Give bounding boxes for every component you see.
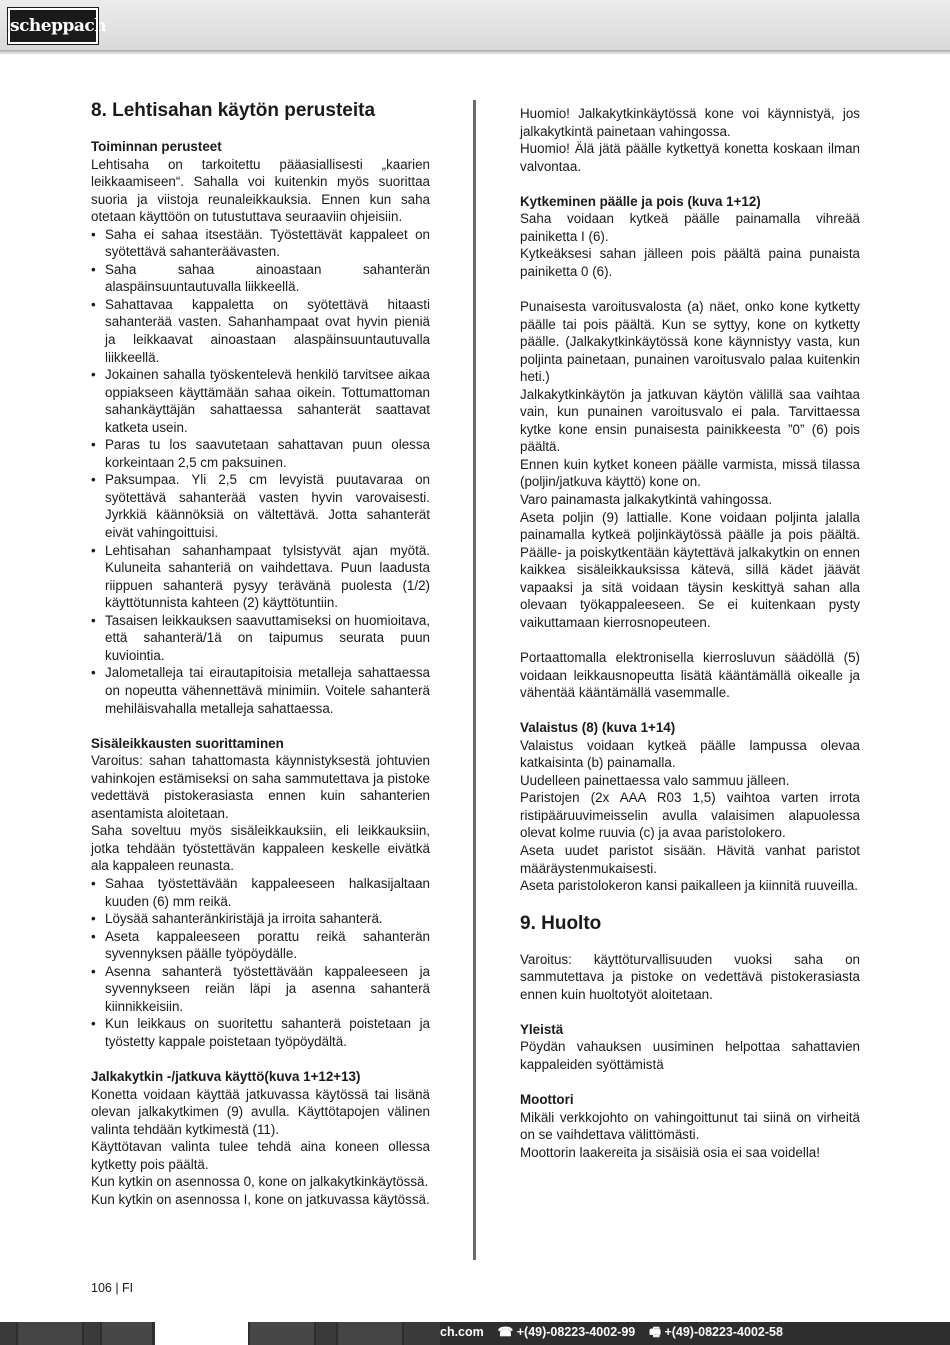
- list-item: • Lehtisahan sahanhampaat tylsistyvät ajan myötä. Kuluneita sahanteriä on vaihdettava. Puun laadusta riippuen sahanterä pysyy terävänä puolesta (1/2) käyttötunnista kahteen (2) käyttötuntiin.: [91, 542, 430, 611]
- list-item: • Jalometalleja tai eirautapitoisia metalleja sahattaessa on nopeutta vähennettävä minimiin. Voitele sahanterä mehiläisvahalla metalleja sahattaessa.: [91, 665, 430, 716]
- list-item: • Saha ei sahaa itsestään. Työstettävät kappaleet on syötettävä sahanteräävasten.: [91, 226, 430, 260]
- footer-contact: [440, 1322, 783, 1345]
- paragraph: Kun kytkin on asennossa I, kone on jatkuvassa käytössä.: [91, 1191, 430, 1207]
- list-item: • Asenna sahanterä työstettävään kappaleeseen ja syvennykseen reiän läpi ja asenna sahanterä kiinnikkeisiin.: [91, 963, 430, 1014]
- list-item: • Paksumpaa. Yli 2,5 cm levyistä puutavaraa on syötettävä sahanterää vasten hyvin varovaisesti. Jyrkkiä käännöksiä on vältettävä. Jotta sahanterät eivät vahingoittuisi.: [91, 472, 430, 541]
- right-column: [520, 105, 860, 1161]
- paragraph: Pöydän vahauksen uusiminen helpottaa sahattavien kappaleiden syöttämistä: [520, 1039, 860, 1072]
- paragraph: Konetta voidaan käyttää jatkuvassa käytössä tai lisänä olevan jalkakytkimen (9) avulla. Käyttötapojen välinen valinta tehdään kytkimestä (11).: [91, 1086, 430, 1137]
- paragraph: Varoitus: käyttöturvallisuuden vuoksi saha on sammutettava ja pistoke on vedettävä pistokerasiasta ennen kuin huoltotyöt aloitetaan.: [520, 951, 860, 1002]
- header-shadow: [0, 50, 950, 55]
- paragraph: Punaisesta varoitusvalosta (a) näet, onko kone kytketty päälle tai pois päältä. Kun se syttyy, kone on kytketty päälle. (Jalkakytkinkäytössä kone käynnistyy vasta, kun poljinta painetaan, punainen varoitusvalo palaa kuitenkin heti.): [520, 299, 860, 385]
- heading-moottori: Moottori: [520, 1091, 574, 1107]
- paragraph: Ennen kuin kytket koneen päälle varmista, missä tilassa (poljin/jatkuva käyttö) kone on.: [520, 456, 860, 490]
- phone-number: +(49)-08223-4002-99: [516, 1325, 636, 1339]
- paragraph: Kun kytkin on asennossa 0, kone on jalkakytkinkäytössä.: [91, 1174, 429, 1190]
- page-header: [0, 0, 950, 50]
- fax-icon: 🖷: [649, 1325, 661, 1339]
- bullet-list-internal-cuts: [91, 875, 430, 1050]
- heading-toiminnan-perusteet: Toiminnan perusteet: [91, 139, 222, 154]
- paragraph: Huomio! Jalkakytkinkäytössä kone voi käynnistyä, jos jalkakytkintä painetaan vahingossa.: [520, 106, 860, 139]
- brand-logo: scheppach: [8, 8, 98, 44]
- website-text: ch.com: [440, 1325, 484, 1339]
- heading-valaistus: Valaistus (8) (kuva 1+14): [520, 720, 676, 736]
- page-number: 106 | FI: [91, 1281, 134, 1295]
- paragraph: Varoitus: sahan tahattomasta käynnistyksestä johtuvien vahinkojen estämiseksi on saha sammutettava ja pistoke vedettävä pistokerasiasta ennen kuin sahanterien asentamista aloitetaan.: [91, 753, 430, 821]
- bullet-list-basics: [91, 226, 430, 717]
- list-item: • Tasaisen leikkauksen saavuttamiseksi on huomioitava, että sahanterä/1ä on taipumus seurata puun kuviointia.: [91, 612, 430, 663]
- column-divider: [473, 100, 476, 1260]
- list-item: • Aseta kappaleeseen porattu reikä sahanterän syvennyksen päälle työpöydälle.: [91, 928, 430, 962]
- paragraph: Jalkakytkinkäytön ja jatkuvan käytön välillä saa vaihtaa vain, kun punainen varoitusvalo ei pala. Tarvittaessa kytke kone ensin punaisesta painikkeesta ”0” (6) pois päältä.: [520, 386, 860, 455]
- left-column: [91, 98, 430, 1208]
- paragraph: Varo painamasta jalkakytkintä vahingossa.: [520, 492, 773, 508]
- paragraph: Uudelleen painettaessa valo sammuu jälleen.: [520, 772, 790, 788]
- paragraph: Mikäli verkkojohto on vahingoittunut tai siinä on virheitä on se vaihdettava välittömästi.: [520, 1109, 860, 1143]
- paragraph: Aseta poljin (9) lattialle. Kone voidaan poljinta jalalla painamalla kytkeä poljinkäytössä päälle ja pois päältä. Päälle- ja poiskytkentään käytettävä jalkakytkin on ennen kaikkea sisäleikkauksissa kätevä, sillä kädet jäävät vapaaksi ja sitä voidaan täysin keskittyä sahan alla olevaan työkappaleeseen. Se ei kuitenkaan pysty vaikuttamaan kierrosnopeuteen.: [520, 509, 860, 630]
- list-item: • Löysää sahanteränkiristäjä ja irroita sahanterä.: [91, 911, 383, 927]
- paragraph: Paristojen (2x AAA R03 1,5) vaihtoa varten irrota ristipääruuvimeisselin avulla valaisimen alapuolessa olevat kolme ruuvia (c) ja avaa paristolokero.: [520, 790, 860, 841]
- paragraph: Käyttötavan valinta tulee tehdä aina koneen ollessa kytketty pois päältä.: [91, 1139, 430, 1172]
- phone-icon: ☎: [497, 1325, 514, 1339]
- section-title-8: 8. Lehtisahan käytön perusteita: [91, 100, 376, 121]
- paragraph: Huomio! Älä jätä päälle kytkettyä konetta koskaan ilman valvontaa.: [520, 141, 860, 174]
- paragraph: Aseta uudet paristot sisään. Hävitä vanhat paristot määräystenmukaisesti.: [520, 842, 860, 876]
- fax-number: +(49)-08223-4002-58: [664, 1325, 783, 1339]
- list-item: • Sahaa työstettävään kappaleeseen halkasijaltaan kuuden (6) mm reikä.: [91, 875, 430, 909]
- section-title-9: 9. Huolto: [520, 912, 602, 934]
- list-item: • Sahattavaa kappaletta on syötettävä hitaasti sahanterää vasten. Sahanhampaat ovat hyvin pieniä ja leikkaavat ainoastaan alaspäinsuuntautuvalla liikkeellä.: [91, 296, 430, 365]
- paragraph: Portaattomalla elektronisella kierrosluvun säädöllä (5) voidaan leikkausnopeutta lisätä kääntämällä oikealle ja vähentää kääntämällä vasemmalle.: [520, 649, 860, 701]
- paragraph: Saha soveltuu myös sisäleikkauksiin, eli leikkauksiin, jotka tehdään työstettävän kappaleen keskelle eivätkä ala kappaleen reunasta.: [91, 823, 430, 874]
- paragraph: Aseta paristolokeron kansi paikalleen ja kiinnitä ruuveilla.: [520, 878, 858, 894]
- heading-jalkakytkin: Jalkakytkin -/jatkuva käyttö(kuva 1+12+13): [91, 1068, 361, 1084]
- list-item: • Jokainen sahalla työskentelevä henkilö tarvitsee aikaa oppiakseen käyttämään sahaa oikein. Tottumattoman sahankäyttäjän sahattaessa sahanterät saattavat katketa usein.: [91, 367, 430, 435]
- heading-sisaleikkaukset: Sisäleikkausten suorittaminen: [91, 735, 284, 751]
- paragraph: Lehtisaha on tarkoitettu pääasiallisesti „kaarien leikkaamiseen“. Sahalla voi kuitenkin myös suorittaa suoria ja viistoja reunaleikkauksia. Ennen kun saha otetaan käyttöön on tutustuttava seuraaviin ohjeisiin.: [91, 156, 430, 225]
- paragraph: Moottorin laakereita ja sisäisiä osia ei saa voidella!: [520, 1144, 820, 1160]
- list-item: • Saha sahaa ainoastaan sahanterän alaspäinsuuntautuvalla liikkeellä.: [91, 261, 430, 295]
- paragraph: Valaistus voidaan kytkeä päälle lampussa olevaa katkaisinta (b) painamalla.: [520, 737, 860, 771]
- paragraph: Kytkeäksesi sahan jälleen pois päältä paina punaista painiketta 0 (6).: [520, 246, 860, 279]
- list-item: • Kun leikkaus on suoritettu sahanterä poistetaan ja työstetty kappale poistetaan työpöydältä.: [91, 1016, 430, 1049]
- paragraph: Saha voidaan kytkeä päälle painamalla vihreää painiketta I (6).: [520, 211, 860, 244]
- heading-yleista: Yleistä: [520, 1021, 564, 1037]
- list-item: • Paras tu los saavutetaan sahattavan puun olessa korkeintaan 2,5 cm paksuinen.: [91, 437, 430, 470]
- heading-kytkeminen: Kytkeminen päälle ja pois (kuva 1+12): [520, 193, 761, 209]
